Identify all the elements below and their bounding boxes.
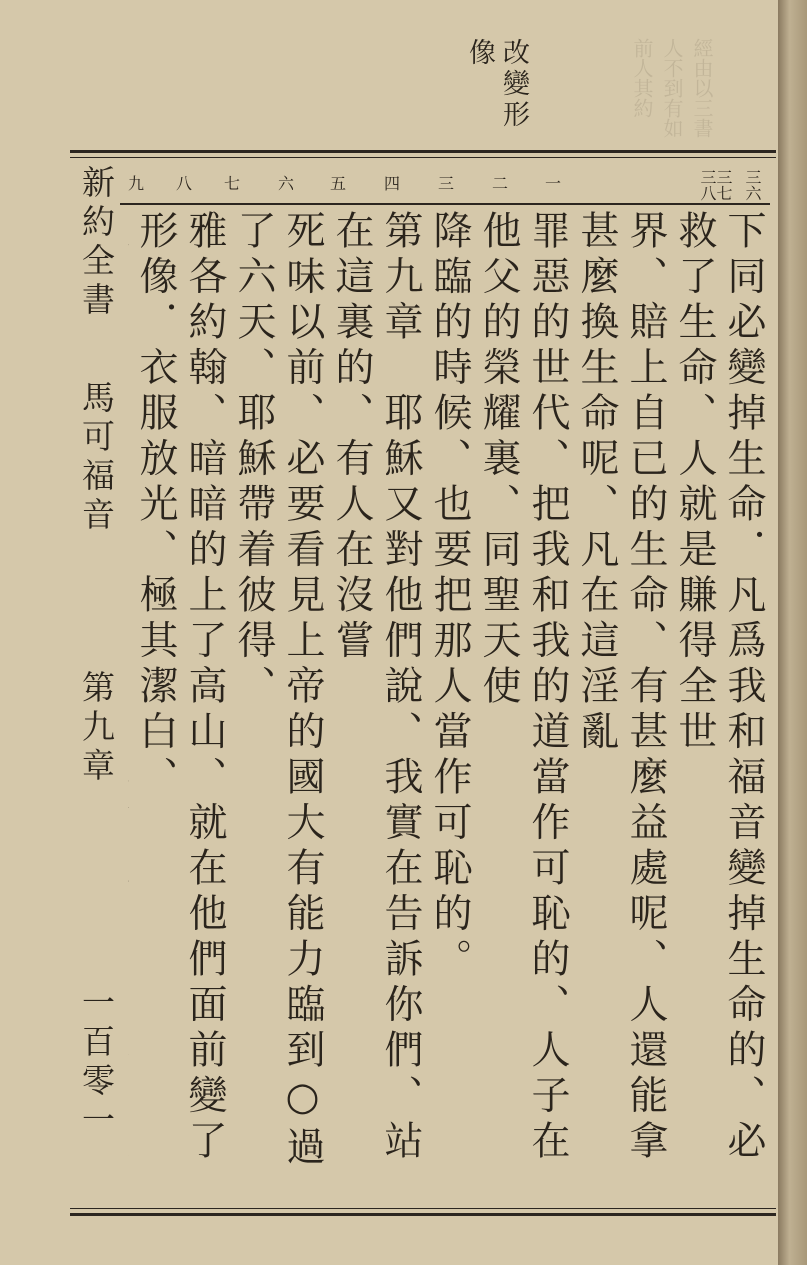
- text-line: 界、賠上自已的生命、有甚麼益處呢、人還能拿甚麼換生命呢、凡在這淫亂: [574, 210, 668, 1166]
- text-line: 降臨的時候、也要把那人當作可恥的。: [427, 210, 472, 984]
- verse-index: 一: [545, 174, 562, 193]
- verse-index: 七: [224, 174, 241, 193]
- bleed-through-text: 經由以三書人不到有如前人其約: [630, 38, 714, 138]
- gospel-title: 馬可福音: [77, 380, 116, 536]
- verse-index: 二: [492, 174, 509, 193]
- verse-index: 九: [128, 174, 145, 193]
- ref-continued-3: 三八: [698, 169, 717, 201]
- page-edge: [778, 0, 807, 1265]
- verse-index: 八: [176, 174, 193, 193]
- text-line: 第九章 耶穌又對他們說、我實在告訴你們、站在這裏的、有人在沒嘗: [329, 210, 423, 1166]
- text-line: [128, 210, 131, 1195]
- text-line: 雅各約翰、暗暗的上了高山、就在他們面前變了形像．衣服放光、極其潔白、: [133, 210, 227, 1166]
- ref-continued-1: 三六: [743, 169, 762, 201]
- verse-index: 四: [384, 174, 401, 193]
- verse-index-row: [120, 165, 770, 205]
- scripture-text: [128, 210, 768, 1195]
- verse-index: 六: [278, 174, 295, 193]
- section-heading: 改變形像: [464, 38, 529, 131]
- text-line: 罪惡的世代、把我和我的道當作可恥的、人子在他父的榮耀裏、同聖天使: [476, 210, 570, 1166]
- verse-index: 五: [330, 174, 347, 193]
- chapter-label: 第九章: [77, 670, 116, 787]
- text-line: 下同必變掉生命．凡爲我和福音變掉生命的、必救了生命、人就是賺得全世: [672, 210, 766, 1166]
- ref-continued-2: 三七: [714, 169, 733, 201]
- text-line: 死味以前、必要看見上帝的國大有能力臨到○過了六天、耶穌帶着彼得、: [231, 210, 325, 1172]
- running-header: [70, 165, 120, 1195]
- book-title: 新約全書: [77, 165, 116, 321]
- verse-index: 三: [438, 174, 455, 193]
- page-number: 一百零一: [77, 985, 116, 1141]
